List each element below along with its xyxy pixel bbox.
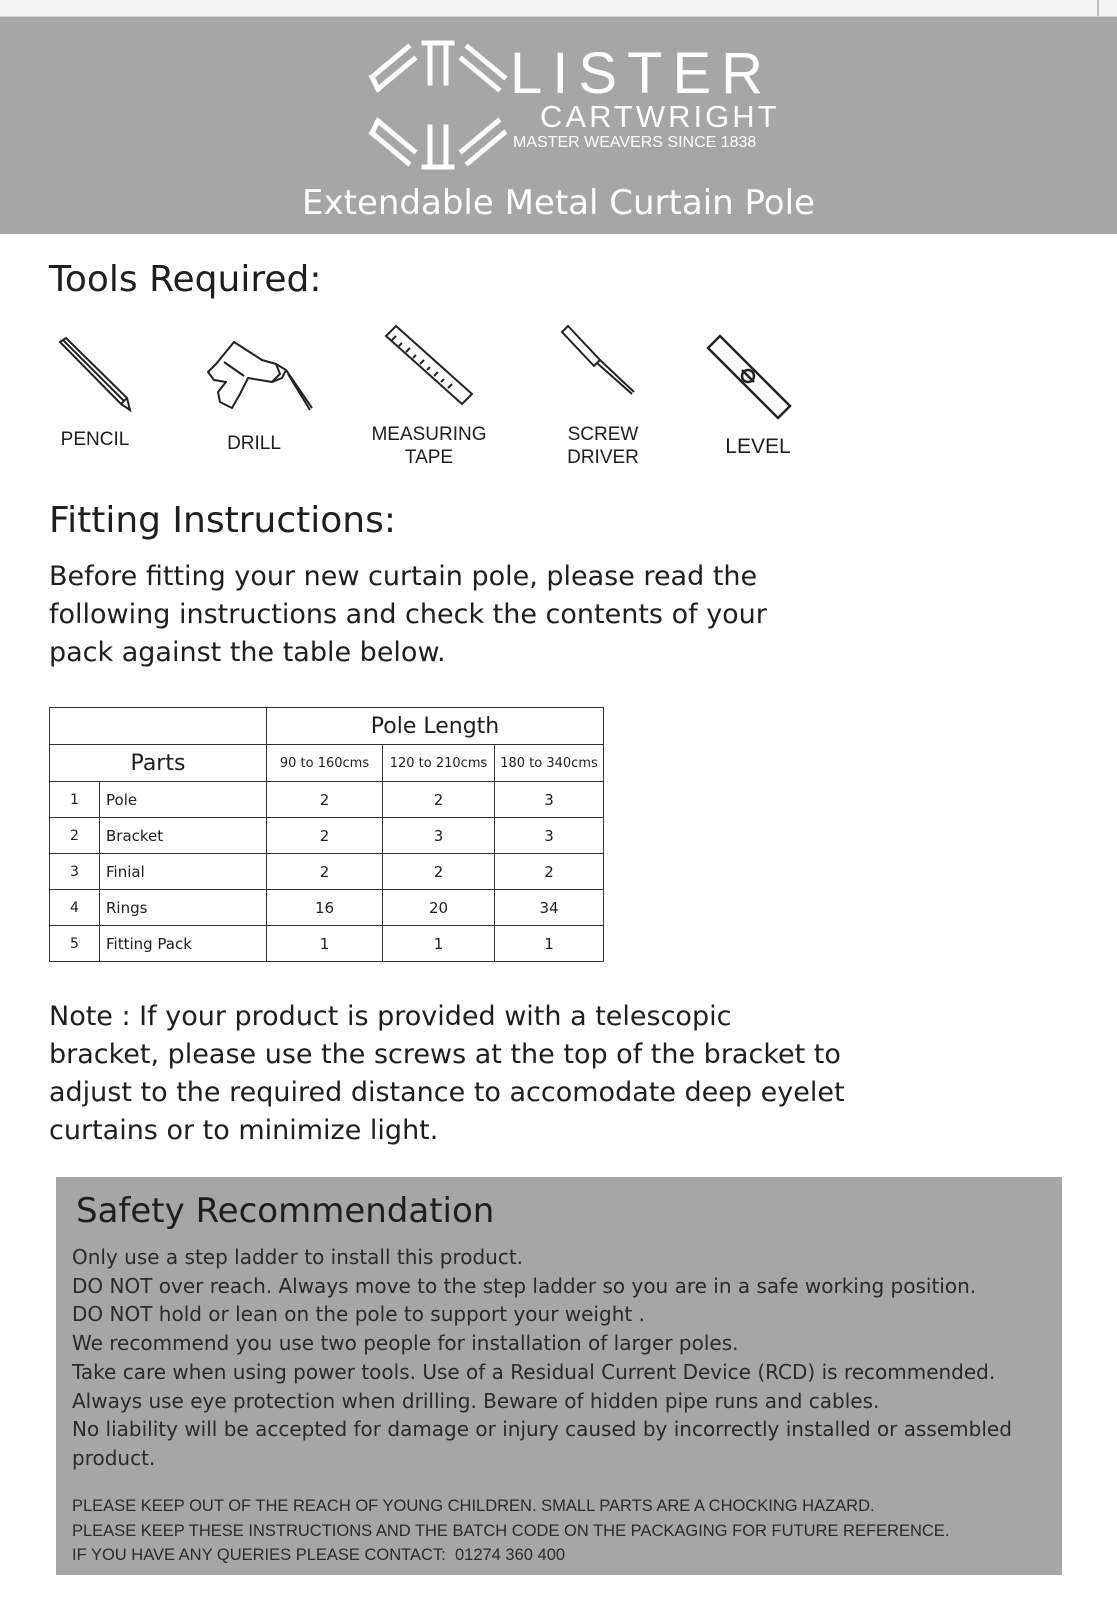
row-number: 1 [50, 782, 100, 818]
contact-line: IF YOU HAVE ANY QUERIES PLEASE CONTACT: 01274 360 400 [72, 1546, 566, 1564]
drill-icon [204, 338, 314, 418]
safety-line: DO NOT hold or lean on the pole to support your weight . [72, 1302, 645, 1327]
safety-heading: Safety Recommendation [76, 1191, 495, 1231]
quantity-cell: 16 [267, 890, 383, 926]
parts-table [49, 707, 604, 962]
quantity-cell: 1 [383, 926, 495, 962]
safety-line: No liability will be accepted for damage or injury caused by incorrectly installed or assembled product. [72, 1417, 1012, 1470]
tool-label: PENCIL [60, 429, 130, 450]
lister-logo-icon [368, 35, 508, 175]
table-row [50, 926, 604, 962]
quantity-cell: 1 [495, 926, 604, 962]
tool-label: SCREW DRIVER [567, 424, 639, 468]
row-number: 2 [50, 818, 100, 854]
fitting-heading: Fitting Instructions: [49, 500, 396, 541]
safety-line: Always use eye protection when drilling. Beware of hidden pipe runs and cables. [72, 1388, 880, 1413]
quantity-cell: 2 [267, 818, 383, 854]
safety-line: DO NOT over reach. Always move to the step ladder so you are in a safe working position. [72, 1273, 977, 1298]
pencil-icon [57, 338, 137, 418]
document-title: Extendable Metal Curtain Pole [302, 183, 815, 223]
browser-top-strip [0, 0, 1117, 17]
quantity-cell: 2 [383, 854, 495, 890]
quantity-cell: 2 [383, 782, 495, 818]
safety-warnings [72, 1494, 1052, 1568]
header-banner [0, 17, 1117, 234]
length-header: 180 to 340cms [495, 745, 604, 782]
safety-box [56, 1177, 1062, 1575]
part-name: Fitting Pack [100, 926, 267, 962]
brand-name: LISTER [510, 41, 774, 106]
safety-line: Take care when using power tools. Use of a Residual Current Device (RCD) is recommended. [72, 1359, 996, 1384]
quantity-cell: 2 [267, 782, 383, 818]
table-row [50, 818, 604, 854]
quantity-cell: 3 [383, 818, 495, 854]
fitting-intro: Before fitting your new curtain pole, please read the following instructions and check the contents of your pack against the table below. [49, 561, 767, 668]
row-number: 3 [50, 854, 100, 890]
ruler-icon [384, 326, 474, 406]
tool-label: MEASURING TAPE [371, 424, 487, 468]
quantity-cell: 2 [495, 854, 604, 890]
spirit-level-icon [706, 336, 792, 420]
safety-line: We recommend you use two people for installation of larger poles. [72, 1331, 739, 1356]
pole-length-header: Pole Length [267, 708, 604, 745]
length-header: 120 to 210cms [383, 745, 495, 782]
tool-label: DRILL [227, 433, 281, 454]
quantity-cell: 34 [495, 890, 604, 926]
screwdriver-icon [560, 326, 640, 398]
part-name: Bracket [100, 818, 267, 854]
safety-line: Only use a step ladder to install this product. [72, 1245, 524, 1269]
quantity-cell: 20 [383, 890, 495, 926]
brand-subname: CARTWRIGHT [540, 99, 780, 134]
table-row [50, 782, 604, 818]
tool-label: LEVEL [725, 435, 791, 458]
warning-line: PLEASE KEEP THESE INSTRUCTIONS AND THE BATCH CODE ON THE PACKAGING FOR FUTURE REFERENCE. [72, 1521, 950, 1540]
table-row [50, 854, 604, 890]
brand-tagline: MASTER WEAVERS SINCE 1838 [513, 134, 757, 151]
table-row [50, 890, 604, 926]
quantity-cell: 1 [267, 926, 383, 962]
length-header: 90 to 160cms [267, 745, 383, 782]
quantity-cell: 3 [495, 818, 604, 854]
safety-lines [72, 1243, 1052, 1473]
row-number: 5 [50, 926, 100, 962]
row-number: 4 [50, 890, 100, 926]
part-name: Rings [100, 890, 267, 926]
scrollbar-edge [1097, 0, 1099, 16]
tools-heading: Tools Required: [49, 259, 322, 300]
telescopic-bracket-note: Note : If your product is provided with a telescopic bracket, please use the screws at the top of the bracket to adjust to the required distance to accomodate deep eyelet curtains or to minimize light. [49, 1001, 845, 1146]
parts-header: Parts [50, 745, 267, 782]
quantity-cell: 3 [495, 782, 604, 818]
table-corner-cell [50, 708, 267, 745]
part-name: Pole [100, 782, 267, 818]
part-name: Finial [100, 854, 267, 890]
quantity-cell: 2 [267, 854, 383, 890]
warning-line: PLEASE KEEP OUT OF THE REACH OF YOUNG CHILDREN. SMALL PARTS ARE A CHOCKING HAZARD. [72, 1497, 875, 1515]
